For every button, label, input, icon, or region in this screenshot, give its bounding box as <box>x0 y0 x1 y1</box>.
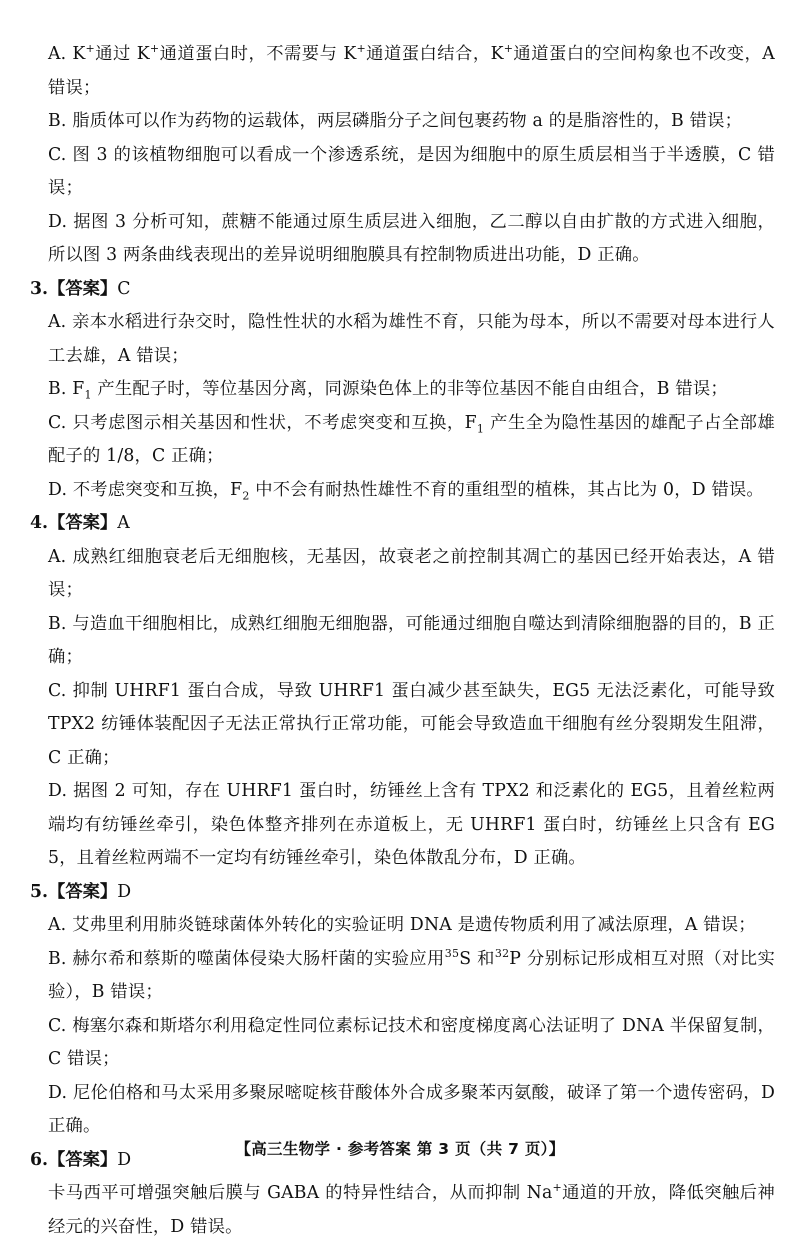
question-4 <box>30 507 775 876</box>
q3-option-c: C. 只考虑图示相关基因和性状，不考虑突变和互换，$F_1$ 产生全为隐性基因的雄配子占全部雄配子的 1/8，C 正确； <box>30 407 775 474</box>
q2-option-c: C. 图 3 的该植物细胞可以看成一个渗透系统，是因为细胞中的原生质层相当于半透膜，C 错误； <box>30 139 775 206</box>
q4-option-d: D. 据图 2 可知，存在 UHRF1 蛋白时，纺锤丝上含有 TPX2 和泛素化的 EG5，且着丝粒两端均有纺锤丝牵引，染色体整齐排列在赤道板上，无 UHRF1 蛋白时，纺锤丝上只含有 EG5，且着丝粒两端不一定均有纺锤丝牵引，染色体散乱分布，D 正确。 <box>30 775 775 876</box>
q3-number: 3. <box>30 279 48 299</box>
q3-option-b: B. $F_1$ 产生配子时，等位基因分离，同源染色体上的非等位基因不能自由组合，B 错误； <box>30 373 775 407</box>
q3-answer-heading <box>30 273 775 307</box>
page-footer: 【高三生物学 · 参考答案 第 3 页（共 7 页）】 <box>0 1137 800 1159</box>
q5-answer-tag: 【答案】 <box>48 882 117 902</box>
q3-answer-letter: C <box>117 279 130 299</box>
question-2-explanations <box>30 38 775 273</box>
q5-option-a: A. 艾弗里利用肺炎链球菌体外转化的实验证明 DNA 是遗传物质利用了减法原理，A 错误； <box>30 909 775 943</box>
answer-content <box>30 38 775 1244</box>
q4-option-a: A. 成熟红细胞衰老后无细胞核，无基因，故衰老之前控制其凋亡的基因已经开始表达，A 错误； <box>30 541 775 608</box>
q3-option-d: D. 不考虑突变和互换，$F_2$ 中不会有耐热性雄性不育的重组型的植株，其占比为 0，D 错误。 <box>30 474 775 508</box>
q6-answer-tag: 【答案】 <box>48 1150 117 1170</box>
q5-answer-heading <box>30 876 775 910</box>
q6-answer-letter: D <box>117 1150 131 1170</box>
q4-option-c: C. 抑制 UHRF1 蛋白合成，导致 UHRF1 蛋白减少甚至缺失，EG5 无法泛素化，可能导致 TPX2 纺锤体装配因子无法正常执行正常功能，可能会导致造血干细胞有丝分裂期发生阻滞，C 正确； <box>30 675 775 776</box>
q3-answer-tag: 【答案】 <box>48 279 117 299</box>
q5-answer-letter: D <box>117 882 131 902</box>
q5-option-c: C. 梅塞尔森和斯塔尔利用稳定性同位素标记技术和密度梯度离心法证明了 DNA 半保留复制，C 错误； <box>30 1010 775 1077</box>
q5-option-b: B. 赫尔希和蔡斯的噬菌体侵染大肠杆菌的实验应用$^{35}$S 和$^{32}$P 分别标记形成相互对照（对比实验），B 错误； <box>30 943 775 1010</box>
q4-answer-letter: A <box>117 513 129 533</box>
q2-option-a: A. K+通过 K+通道蛋白时，不需要与 K+通道蛋白结合，K+通道蛋白的空间构象也不改变，A 错误； <box>30 38 775 105</box>
q6-number: 6. <box>30 1150 48 1170</box>
q6-explanation: 卡马西平可增强突触后膜与 GABA 的特异性结合，从而抑制 Na+通道的开放，降低突触后神经元的兴奋性，D 错误。 <box>30 1177 775 1244</box>
q4-answer-tag: 【答案】 <box>48 513 117 533</box>
q4-option-b: B. 与造血干细胞相比，成熟红细胞无细胞器，可能通过细胞自噬达到清除细胞器的目的，B 正确； <box>30 608 775 675</box>
q4-answer-heading <box>30 507 775 541</box>
q5-number: 5. <box>30 882 48 902</box>
q3-option-a: A. 亲本水稻进行杂交时，隐性性状的水稻为雄性不育，只能为母本，所以不需要对母本进行人工去雄，A 错误； <box>30 306 775 373</box>
q2-option-d: D. 据图 3 分析可知，蔗糖不能通过原生质层进入细胞，乙二醇以自由扩散的方式进入细胞，所以图 3 两条曲线表现出的差异说明细胞膜具有控制物质进出功能，D 正确。 <box>30 206 775 273</box>
question-3 <box>30 273 775 508</box>
q5-option-d: D. 尼伦伯格和马太采用多聚尿嘧啶核苷酸体外合成多聚苯丙氨酸，破译了第一个遗传密码，D 正确。 <box>30 1077 775 1144</box>
q4-number: 4. <box>30 513 48 533</box>
q2-option-b: B. 脂质体可以作为药物的运载体，两层磷脂分子之间包裹药物 a 的是脂溶性的，B 错误； <box>30 105 775 139</box>
question-5 <box>30 876 775 1144</box>
